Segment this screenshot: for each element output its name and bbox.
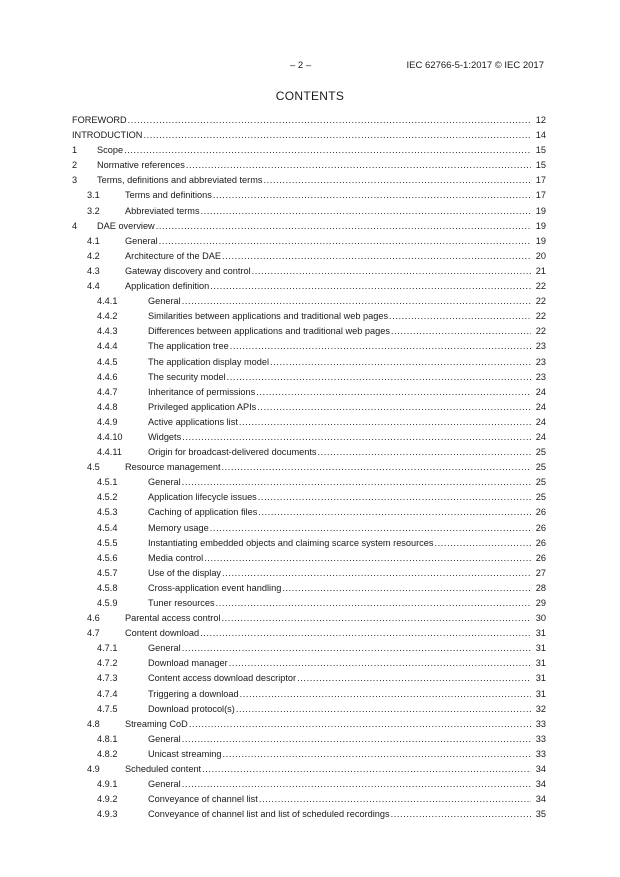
toc-entry-number: 4.3 <box>87 265 100 276</box>
toc-entry-page: 15 <box>535 160 546 171</box>
toc-entry-number: 4.9 <box>87 764 100 775</box>
toc-entry-page: 31 <box>535 658 546 669</box>
toc-dot-leader <box>229 656 531 671</box>
toc-entry-label: FOREWORD <box>72 115 127 125</box>
toc-entry-label: Resource management <box>125 462 221 473</box>
toc-entry-label: Application lifecycle issues <box>148 492 257 503</box>
toc-entry[interactable] <box>72 521 546 536</box>
toc-entry-number: 4.4.2 <box>97 311 118 322</box>
toc-entry[interactable] <box>72 792 546 807</box>
toc-entry-page: 22 <box>535 296 546 307</box>
toc-entry-page: 33 <box>535 748 546 759</box>
toc-entry[interactable] <box>72 385 546 400</box>
toc-entry[interactable] <box>72 641 546 656</box>
toc-entry[interactable] <box>72 626 546 641</box>
toc-dot-leader <box>391 324 531 339</box>
toc-entry-page: 31 <box>535 643 546 654</box>
toc-dot-leader <box>128 113 531 128</box>
toc-entry-label: Scope <box>97 145 124 156</box>
toc-entry-label: Inheritance of permissions <box>148 386 256 397</box>
toc-entry-number: 4.4.11 <box>97 447 122 458</box>
toc-dot-leader <box>156 219 531 234</box>
toc-entry-label: Tuner resources <box>148 598 215 608</box>
toc-entry-page: 26 <box>535 522 546 533</box>
toc-dot-leader <box>182 641 531 656</box>
toc-dot-leader <box>259 792 531 807</box>
toc-entry-label: General <box>148 477 181 488</box>
toc-entry-number: 2 <box>72 160 78 171</box>
toc-entry-page: 25 <box>535 477 546 488</box>
toc-entry-label: Architecture of the DAE <box>125 250 222 261</box>
toc-entry-page: 25 <box>535 462 546 473</box>
toc-entry-number: 4.5.5 <box>97 537 118 548</box>
toc-entry-label: Triggering a download <box>148 688 239 699</box>
toc-entry[interactable] <box>72 249 546 264</box>
toc-entry-number: 4.4.9 <box>97 416 118 427</box>
toc-entry-number: 3.1 <box>87 190 100 201</box>
toc-entry-label: Content download <box>125 628 200 639</box>
document-reference: IEC 62766-5-1:2017 © IEC 2017 <box>406 60 544 71</box>
toc-dot-leader <box>182 294 531 309</box>
toc-entry-label: Memory usage <box>148 522 209 533</box>
toc-entry[interactable] <box>72 777 546 792</box>
toc-entry-number: 3.2 <box>87 205 100 216</box>
toc-entry[interactable] <box>72 143 546 158</box>
toc-entry[interactable] <box>72 581 546 596</box>
toc-entry-label: Download protocol(s) <box>148 703 235 714</box>
toc-entry-label: Scheduled content <box>125 764 202 775</box>
toc-entry[interactable] <box>72 173 546 188</box>
toc-dot-leader <box>297 671 531 686</box>
toc-dot-leader <box>210 279 531 294</box>
toc-entry-page: 26 <box>535 552 546 563</box>
toc-entry-number: 4.5.4 <box>97 522 118 533</box>
toc-entry-number: 4.8.1 <box>97 733 118 744</box>
toc-entry-label: INTRODUCTION <box>72 130 143 141</box>
toc-entry-label: General <box>125 235 158 246</box>
toc-entry-number: 4.5.8 <box>97 582 118 593</box>
toc-entry-label: Active applications list <box>148 416 238 427</box>
toc-entry-number: 4.4.3 <box>97 326 118 337</box>
toc-entry-page: 30 <box>535 613 546 624</box>
toc-entry[interactable] <box>72 415 546 430</box>
table-of-contents <box>72 113 546 822</box>
toc-entry-page: 29 <box>535 598 546 608</box>
toc-entry[interactable] <box>72 732 546 747</box>
toc-entry-label: Normative references <box>97 160 185 171</box>
toc-entry-page: 26 <box>535 507 546 518</box>
toc-entry-label: General <box>148 643 181 654</box>
toc-entry[interactable] <box>72 445 546 460</box>
toc-entry[interactable] <box>72 687 546 702</box>
toc-entry[interactable] <box>72 309 546 324</box>
toc-entry-page: 33 <box>535 733 546 744</box>
toc-entry[interactable] <box>72 747 546 762</box>
toc-entry-number: 4.5.6 <box>97 552 118 563</box>
toc-dot-leader <box>270 355 531 370</box>
toc-entry[interactable] <box>72 158 546 173</box>
toc-dot-leader <box>182 777 531 792</box>
toc-entry-label: General <box>148 733 181 744</box>
toc-entry-label: Download manager <box>148 658 228 669</box>
toc-entry[interactable] <box>72 294 546 309</box>
toc-dot-leader <box>216 596 531 611</box>
toc-dot-leader <box>213 188 531 203</box>
toc-entry-page: 24 <box>535 401 546 412</box>
toc-dot-leader <box>223 747 531 762</box>
toc-dot-leader <box>263 173 531 188</box>
toc-entry-number: 4.5.1 <box>97 477 118 488</box>
toc-entry-number: 4.5.9 <box>97 598 118 608</box>
toc-entry[interactable] <box>72 128 546 143</box>
toc-entry-number: 3 <box>72 175 78 186</box>
toc-entry-number: 4.7.5 <box>97 703 118 714</box>
toc-dot-leader <box>200 626 531 641</box>
toc-dot-leader <box>222 249 531 264</box>
toc-entry-number: 4.4.1 <box>97 296 118 307</box>
toc-dot-leader <box>204 551 531 566</box>
toc-entry[interactable] <box>72 204 546 219</box>
toc-entry-page: 19 <box>535 235 546 246</box>
toc-dot-leader <box>230 339 531 354</box>
toc-entry-page: 22 <box>535 326 546 337</box>
toc-entry-label: Conveyance of channel list and list of scheduled recordings <box>148 809 390 820</box>
page-number: – 2 – <box>290 60 312 71</box>
toc-entry-page: 22 <box>535 281 546 292</box>
toc-entry-number: 4.4.5 <box>97 356 118 367</box>
toc-entry-label: Origin for broadcast-delivered documents <box>148 447 317 458</box>
toc-entry-number: 4.5.2 <box>97 492 118 503</box>
toc-entry-page: 24 <box>535 416 546 427</box>
toc-dot-leader <box>227 370 531 385</box>
toc-entry-number: 4.4.10 <box>97 431 123 442</box>
toc-entry[interactable] <box>72 370 546 385</box>
toc-entry-page: 25 <box>535 447 546 458</box>
toc-entry-label: Similarities between applications and traditional web pages <box>148 311 389 322</box>
toc-dot-leader <box>258 490 531 505</box>
toc-entry[interactable] <box>72 611 546 626</box>
toc-dot-leader <box>186 158 531 173</box>
toc-entry-number: 4.7.4 <box>97 688 118 699</box>
toc-dot-leader <box>256 385 531 400</box>
toc-entry-page: 32 <box>535 703 546 714</box>
toc-entry-number: 4.5.7 <box>97 567 118 578</box>
toc-entry[interactable] <box>72 324 546 339</box>
toc-entry-number: 4 <box>72 220 78 231</box>
toc-entry-number: 4.5.3 <box>97 507 118 518</box>
toc-entry-page: 23 <box>535 371 546 382</box>
toc-entry[interactable] <box>72 762 546 777</box>
toc-entry[interactable] <box>72 475 546 490</box>
toc-entry-page: 12 <box>535 115 546 125</box>
toc-entry-number: 4.8.2 <box>97 748 118 759</box>
toc-entry-label: Caching of application files <box>148 507 258 518</box>
toc-entry[interactable] <box>72 264 546 279</box>
toc-entry-number: 4.4.8 <box>97 401 118 412</box>
toc-entry-label: General <box>148 296 181 307</box>
toc-entry-label: Terms and definitions <box>125 190 212 201</box>
toc-entry-page: 22 <box>535 311 546 322</box>
toc-entry[interactable] <box>72 702 546 717</box>
toc-entry-number: 1 <box>72 145 78 156</box>
toc-entry-label: Terms, definitions and abbreviated terms <box>97 175 263 186</box>
toc-entry[interactable] <box>72 279 546 294</box>
toc-dot-leader <box>210 521 531 536</box>
toc-entry[interactable] <box>72 551 546 566</box>
toc-dot-leader <box>182 732 531 747</box>
toc-entry-number: 4.9.3 <box>97 809 118 820</box>
page-title: CONTENTS <box>275 89 345 103</box>
toc-entry[interactable] <box>72 490 546 505</box>
toc-entry-page: 26 <box>535 537 546 548</box>
toc-entry-page: 20 <box>535 250 546 261</box>
toc-entry-page: 21 <box>535 265 546 276</box>
toc-entry-label: Use of the display <box>148 567 222 578</box>
toc-entry-page: 34 <box>535 794 546 805</box>
toc-entry-page: 27 <box>535 567 546 578</box>
toc-entry-page: 31 <box>535 628 546 639</box>
toc-entry-label: Cross-application event handling <box>148 582 282 593</box>
toc-entry[interactable] <box>72 671 546 686</box>
toc-entry-page: 23 <box>535 341 546 352</box>
toc-dot-leader <box>182 430 531 445</box>
toc-entry[interactable] <box>72 505 546 520</box>
toc-entry-number: 4.7.2 <box>97 658 118 669</box>
toc-entry-number: 4.2 <box>87 250 100 261</box>
toc-entry-number: 4.9.2 <box>97 794 118 805</box>
toc-entry[interactable] <box>72 234 546 249</box>
toc-entry-label: Media control <box>148 552 204 563</box>
toc-entry-page: 19 <box>535 205 546 216</box>
toc-entry-label: Content access download descriptor <box>148 673 297 684</box>
toc-entry-number: 4.6 <box>87 613 100 624</box>
toc-entry-page: 19 <box>535 220 546 231</box>
toc-dot-leader <box>222 566 531 581</box>
toc-entry-page: 34 <box>535 779 546 790</box>
toc-entry[interactable] <box>72 656 546 671</box>
toc-entry-page: 31 <box>535 673 546 684</box>
toc-entry[interactable] <box>72 460 546 475</box>
toc-entry[interactable] <box>72 717 546 732</box>
toc-entry[interactable] <box>72 188 546 203</box>
toc-dot-leader <box>318 445 531 460</box>
toc-entry[interactable] <box>72 113 546 128</box>
toc-entry[interactable] <box>72 355 546 370</box>
toc-entry-label: Unicast streaming <box>148 748 222 759</box>
toc-entry-page: 15 <box>535 145 546 156</box>
toc-entry-number: 4.8 <box>87 718 100 729</box>
toc-dot-leader <box>143 128 531 143</box>
toc-entry[interactable] <box>72 430 546 445</box>
toc-entry-label: Conveyance of channel list <box>148 794 258 805</box>
toc-entry-label: DAE overview <box>97 220 155 231</box>
toc-entry-page: 34 <box>535 764 546 775</box>
toc-entry-page: 23 <box>535 356 546 367</box>
toc-entry-label: Widgets <box>148 431 182 442</box>
toc-entry-number: 4.4 <box>87 281 100 292</box>
toc-dot-leader <box>222 460 532 475</box>
toc-entry-page: 24 <box>535 431 546 442</box>
toc-entry-number: 4.7.3 <box>97 673 118 684</box>
toc-dot-leader <box>258 505 531 520</box>
toc-entry[interactable] <box>72 566 546 581</box>
toc-entry[interactable] <box>72 596 546 611</box>
toc-entry-label: The application tree <box>148 341 229 352</box>
toc-dot-leader <box>182 475 531 490</box>
toc-entry-label: Instantiating embedded objects and claiming scarce system resources <box>148 537 434 548</box>
toc-dot-leader <box>202 762 531 777</box>
toc-entry[interactable] <box>72 807 546 822</box>
toc-dot-leader <box>240 687 531 702</box>
toc-entry-number: 4.7 <box>87 628 100 639</box>
toc-dot-leader <box>389 309 531 324</box>
toc-dot-leader <box>189 717 531 732</box>
toc-entry-page: 28 <box>535 582 546 593</box>
toc-entry-label: Differences between applications and traditional web pages <box>148 326 390 337</box>
toc-entry-page: 17 <box>535 175 546 186</box>
toc-entry-number: 4.4.6 <box>97 371 118 382</box>
toc-entry-page: 25 <box>535 492 546 503</box>
toc-dot-leader <box>257 400 531 415</box>
toc-entry-label: Parental access control <box>125 613 221 624</box>
toc-dot-leader <box>391 807 531 822</box>
toc-entry-label: The application display model <box>148 356 270 367</box>
toc-dot-leader <box>434 536 531 551</box>
toc-entry-label: Streaming CoD <box>125 718 188 729</box>
toc-dot-leader <box>201 204 531 219</box>
toc-entry[interactable] <box>72 219 546 234</box>
toc-entry-label: Application definition <box>125 281 210 292</box>
toc-entry-label: Gateway discovery and control <box>125 265 251 276</box>
toc-entry-label: Abbreviated terms <box>125 205 200 216</box>
toc-entry-number: 4.1 <box>87 235 100 246</box>
toc-entry[interactable] <box>72 400 546 415</box>
toc-entry-number: 4.7.1 <box>97 643 118 654</box>
toc-entry-page: 14 <box>535 130 546 141</box>
toc-entry[interactable] <box>72 536 546 551</box>
toc-entry-label: General <box>148 779 181 790</box>
toc-entry-page: 17 <box>535 190 546 201</box>
toc-dot-leader <box>124 143 531 158</box>
toc-dot-leader <box>239 415 531 430</box>
toc-dot-leader <box>252 264 531 279</box>
toc-entry-page: 33 <box>535 718 546 729</box>
toc-dot-leader <box>282 581 531 596</box>
toc-entry-number: 4.9.1 <box>97 779 118 790</box>
toc-entry-page: 24 <box>535 386 546 397</box>
toc-entry-number: 4.4.7 <box>97 386 118 397</box>
toc-entry-number: 4.4.4 <box>97 341 118 352</box>
toc-entry-page: 31 <box>535 688 546 699</box>
toc-entry-label: Privileged application APIs <box>148 401 257 412</box>
toc-dot-leader <box>222 611 532 626</box>
toc-entry-number: 4.5 <box>87 462 100 473</box>
toc-dot-leader <box>236 702 531 717</box>
toc-entry-page: 35 <box>535 809 546 820</box>
toc-dot-leader <box>159 234 531 249</box>
toc-entry[interactable] <box>72 339 546 354</box>
toc-entry-label: The security model <box>148 371 226 382</box>
page-header <box>0 60 620 74</box>
